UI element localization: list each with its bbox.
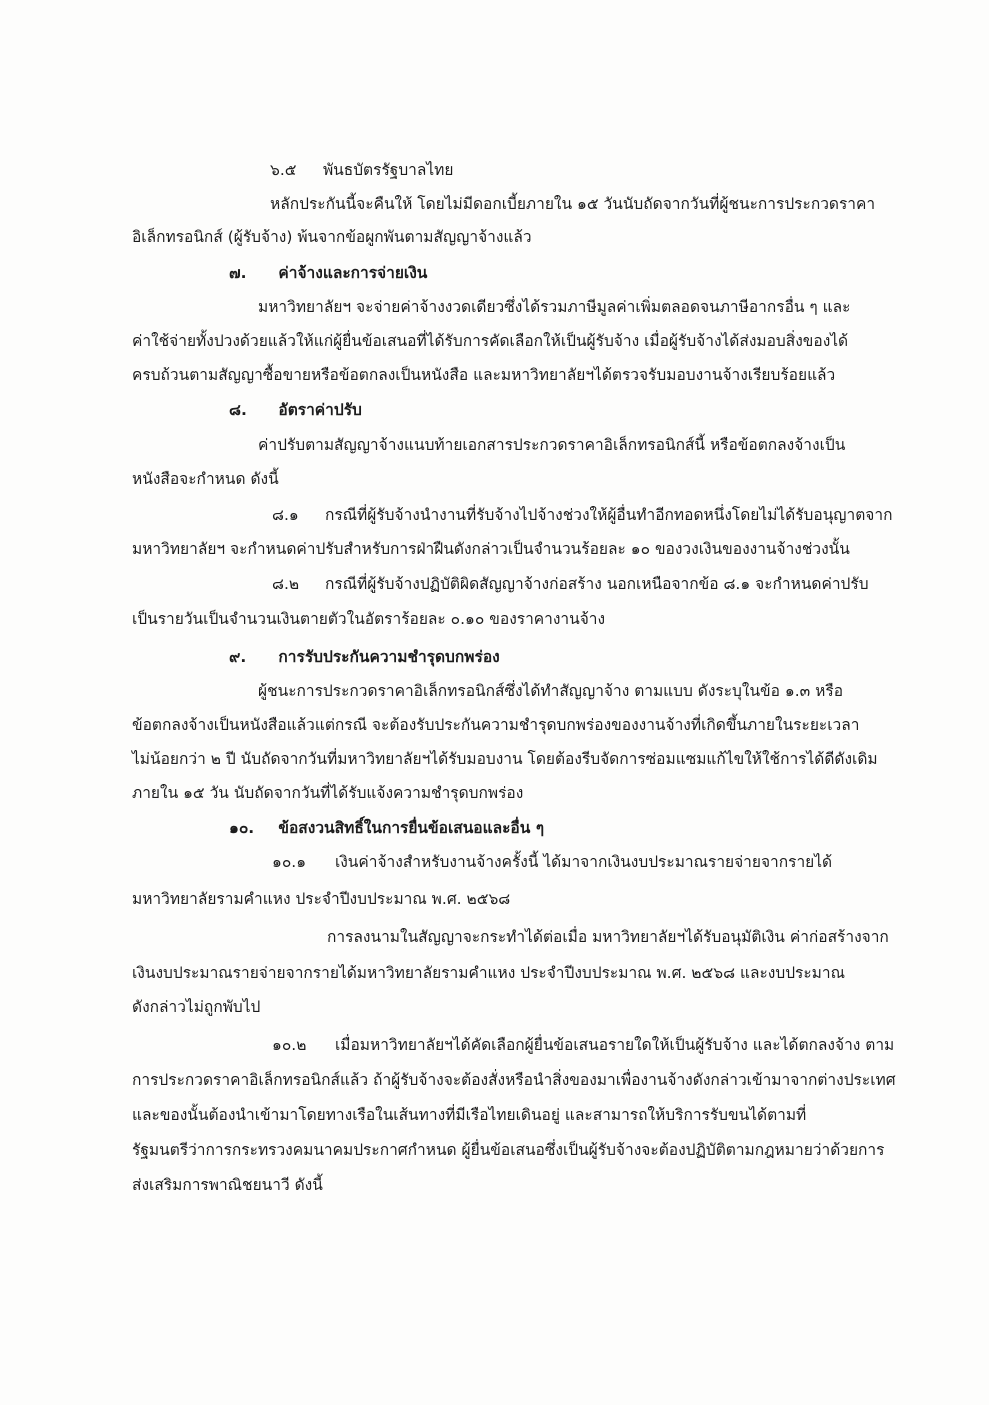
paragraph-line: ครบถ้วนตามสัญญาซื้อขายหรือข้อตกลงเป็นหนังสือ และมหาวิทยาลัยฯได้ตรวจรับมอบงานจ้างเรียบร้อยแล้ว (132, 366, 836, 384)
section-title: อัตราค่าปรับ (278, 401, 362, 419)
paragraph-line: อิเล็กทรอนิกส์ (ผู้รับจ้าง) พ้นจากข้อผูกพันตามสัญญาจ้างแล้ว (132, 228, 532, 246)
clause-title: พันธบัตรรัฐบาลไทย (322, 161, 454, 179)
clause-8-1 (272, 498, 892, 532)
paragraph-line: เงินงบประมาณรายจ่ายจากรายได้มหาวิทยาลัยรามคำแหง ประจำปีงบประมาณ พ.ศ. ๒๕๖๘ และงบประมาณ (132, 964, 845, 982)
paragraph-line: มหาวิทยาลัยรามคำแหง ประจำปีงบประมาณ พ.ศ. ๒๕๖๘ (132, 890, 511, 908)
section-heading-9 (229, 640, 500, 674)
clause-number: ๑๐.๒ (272, 1036, 307, 1054)
section-title: ค่าจ้างและการจ่ายเงิน (278, 264, 428, 282)
paragraph-line: มหาวิทยาลัยฯ จะจ่ายค่าจ้างงวดเดียวซึ่งได้รวมภาษีมูลค่าเพิ่มตลอดจนภาษีอากรอื่น ๆ และ (258, 298, 851, 316)
paragraph-line: รัฐมนตรีว่าการกระทรวงคมนาคมประกาศกำหนด ผู้ยื่นข้อเสนอซึ่งเป็นผู้รับจ้างจะต้องปฏิบัติตามกฎหมายว่าด้วยการ (132, 1141, 885, 1159)
paragraph-line: ค่าใช้จ่ายทั้งปวงด้วยแล้วให้แก่ผู้ยื่นข้อเสนอที่ได้รับการคัดเลือกให้เป็นผู้รับจ้าง เมื่อผู้รับจ้างได้ส่งมอบสิ่งของได้ (132, 332, 849, 350)
section-title: การรับประกันความชำรุดบกพร่อง (278, 648, 500, 666)
section-title: ข้อสงวนสิทธิ์ในการยื่นข้อเสนอและอื่น ๆ (278, 819, 545, 837)
section-heading-7 (229, 256, 427, 290)
clause-text: เมื่อมหาวิทยาลัยฯได้คัดเลือกผู้ยื่นข้อเสนอรายใดให้เป็นผู้รับจ้าง และได้ตกลงจ้าง ตาม (334, 1036, 895, 1054)
clause-number: ๘.๑ (272, 506, 299, 524)
paragraph-line: ค่าปรับตามสัญญาจ้างแนบท้ายเอกสารประกวดราคาอิเล็กทรอนิกส์นี้ หรือข้อตกลงจ้างเป็น (258, 436, 846, 454)
paragraph-line: ไม่น้อยกว่า ๒ ปี นับถัดจากวันที่มหาวิทยาลัยฯได้รับมอบงาน โดยต้องรีบจัดการซ่อมแซมแก้ไขให้ใช้การได้ดีดังเดิม (132, 750, 878, 768)
clause-number: ๑๐.๑ (272, 853, 307, 871)
paragraph-line: หนังสือจะกำหนด ดังนี้ (132, 470, 279, 488)
clause-number: ๘.๒ (272, 575, 300, 593)
section-number: ๗. (229, 264, 247, 282)
clause-number: ๖.๕ (270, 161, 297, 179)
section-number: ๑๐. (229, 819, 255, 837)
section-number: ๙. (229, 648, 247, 666)
clause-text: กรณีที่ผู้รับจ้างปฏิบัติผิดสัญญาจ้างก่อสร้าง นอกเหนือจากข้อ ๘.๑ จะกำหนดค่าปรับ (324, 575, 869, 593)
paragraph-line: และของนั้นต้องนำเข้ามาโดยทางเรือในเส้นทางที่มีเรือไทยเดินอยู่ และสามารถให้บริการรับขนได้ตามที่ (132, 1106, 807, 1124)
paragraph-line: ข้อตกลงจ้างเป็นหนังสือแล้วแต่กรณี จะต้องรับประกันความชำรุดบกพร่องของงานจ้างที่เกิดขึ้นภายในระยะเวลา (132, 716, 860, 734)
section-heading-8 (229, 393, 362, 427)
clause-8-2 (272, 567, 869, 601)
clause-10-2 (272, 1028, 894, 1062)
clause-text: เงินค่าจ้างสำหรับงานจ้างครั้งนี้ ได้มาจากเงินงบประมาณรายจ่ายจากรายได้ (334, 853, 833, 871)
paragraph-line: มหาวิทยาลัยฯ จะกำหนดค่าปรับสำหรับการฝ่าฝืนดังกล่าวเป็นจำนวนร้อยละ ๑๐ ของวงเงินของงานจ้างช่วงนั้น (132, 540, 850, 558)
paragraph-line: ส่งเสริมการพาณิชยนาวี ดังนี้ (132, 1176, 323, 1194)
section-heading-10 (229, 811, 544, 845)
clause-text: กรณีที่ผู้รับจ้างนำงานที่รับจ้างไปจ้างช่วงให้ผู้อื่นทำอีกทอดหนึ่งโดยไม่ได้รับอนุญาตจาก (324, 506, 893, 524)
paragraph-line: ภายใน ๑๕ วัน นับถัดจากวันที่ได้รับแจ้งความชำรุดบกพร่อง (132, 784, 524, 802)
section-number: ๘. (229, 401, 247, 419)
paragraph-line: หลักประกันนี้จะคืนให้ โดยไม่มีดอกเบี้ยภายใน ๑๕ วันนับถัดจากวันที่ผู้ชนะการประกวดราคา (270, 195, 876, 213)
paragraph-line: เป็นรายวันเป็นจำนวนเงินตายตัวในอัตราร้อยละ ๐.๑๐ ของราคางานจ้าง (132, 610, 606, 628)
paragraph-line: ดังกล่าวไม่ถูกพับไป (132, 998, 261, 1016)
paragraph-line: ผู้ชนะการประกวดราคาอิเล็กทรอนิกส์ซึ่งได้ทำสัญญาจ้าง ตามแบบ ดังระบุในข้อ ๑.๓ หรือ (258, 682, 844, 700)
paragraph-line: การประกวดราคาอิเล็กทรอนิกส์แล้ว ถ้าผู้รับจ้างจะต้องสั่งหรือนำสิ่งของมาเพื่องานจ้างดังกล่าวเข้ามาจากต่างประเทศ (132, 1071, 896, 1089)
clause-6-5 (270, 153, 453, 187)
paragraph-line: การลงนามในสัญญาจะกระทำได้ต่อเมื่อ มหาวิทยาลัยฯได้รับอนุมัติเงิน ค่าก่อสร้างจาก (327, 928, 889, 946)
clause-10-1 (272, 845, 832, 879)
